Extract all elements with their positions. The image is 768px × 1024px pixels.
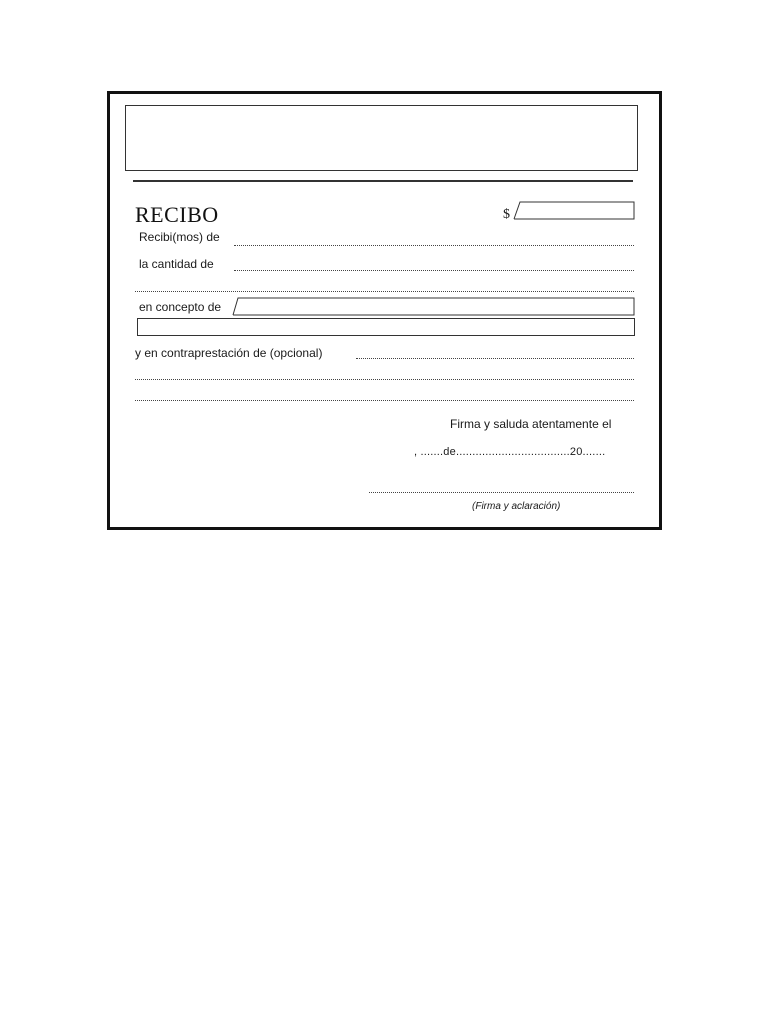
- amount-text-field[interactable]: [234, 270, 634, 271]
- signature-line[interactable]: [369, 492, 634, 493]
- currency-symbol: $: [503, 207, 510, 222]
- amount-field[interactable]: [514, 202, 634, 219]
- signature-caption: (Firma y aclaración): [472, 501, 561, 512]
- header-box[interactable]: [125, 105, 638, 171]
- header-divider: [133, 180, 633, 182]
- amount-text-label: la cantidad de: [139, 257, 214, 271]
- receipt-title: RECIBO: [135, 202, 219, 227]
- concept-field[interactable]: [233, 298, 634, 315]
- date-field[interactable]: , .......de...................................20.......: [414, 446, 606, 458]
- consideration-field[interactable]: [356, 358, 634, 359]
- consideration-field-line3[interactable]: [135, 400, 634, 401]
- received-from-field[interactable]: [234, 245, 634, 246]
- concept-label: en concepto de: [139, 300, 222, 314]
- signoff-text: Firma y saluda atentamente el: [450, 417, 612, 431]
- consideration-field-line2[interactable]: [135, 379, 634, 380]
- received-from-label: Recibi(mos) de: [139, 230, 220, 244]
- concept-field-line2[interactable]: [137, 318, 635, 336]
- receipt-form: [107, 91, 662, 530]
- amount-text-field-line2[interactable]: [135, 291, 634, 292]
- consideration-label: y en contraprestación de (opcional): [135, 346, 323, 360]
